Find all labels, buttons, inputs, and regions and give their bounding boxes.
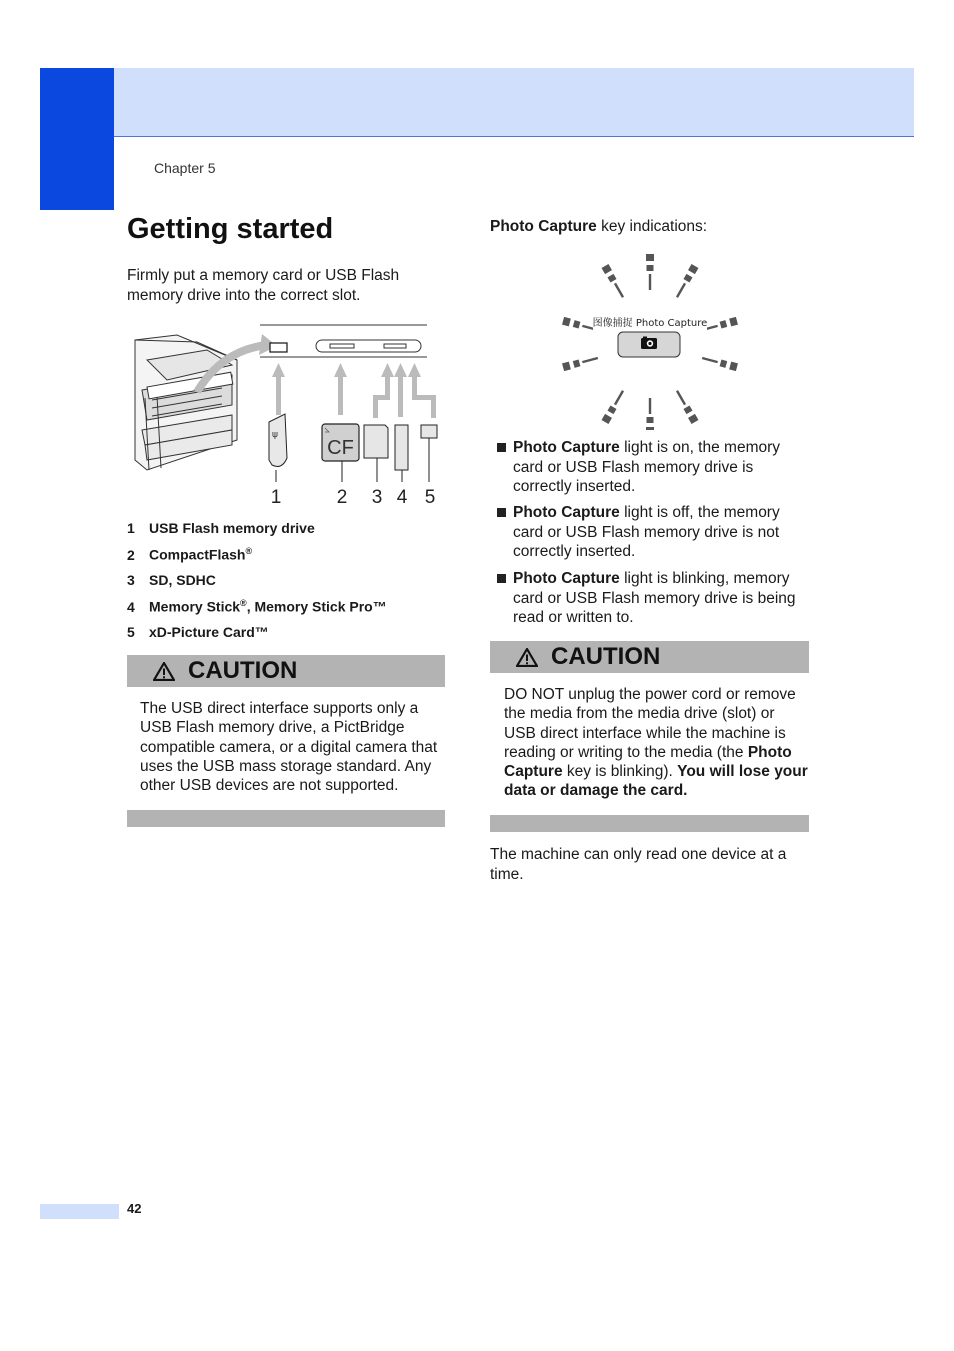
legend-item-4: 4 Memory Stick®, Memory Stick Pro™ [127,598,387,615]
warning-icon [153,662,175,681]
callout-5: 5 [424,487,436,508]
warning-icon [516,648,538,667]
callout-4: 4 [396,487,408,508]
chapter-tab [40,68,114,210]
xd-picture-card [421,425,437,438]
chapter-label: Chapter 5 [154,160,216,176]
bullet-light-blinking: Photo Capture light is blinking, memory card or USB Flash memory drive is being read or written to. [497,569,807,628]
legend-item-3: 3 SD, SDHC [127,572,216,588]
sd-card [364,425,388,458]
usb-slot [270,343,287,352]
key-caption: 图像捕捉 Photo Capture [592,318,708,329]
legend-item-1: 1 USB Flash memory drive [127,520,315,536]
caution-heading: CAUTION [551,643,661,670]
bullet-light-on: Photo Capture light is on, the memory card or USB Flash memory drive is correctly inserted. [497,438,807,497]
caution-footer-left [127,810,445,827]
caution-footer-right [490,815,809,832]
page-number-bar [40,1204,119,1219]
legend-item-5: 5 xD-Picture Card™ [127,624,269,640]
closing-text: The machine can only read one device at a time. [490,846,787,883]
card-slot-panel [316,340,421,352]
legend-item-2: 2 CompactFlash® [127,546,253,563]
header-band [114,68,914,137]
callout-2: 2 [336,487,348,508]
svg-text:ψ: ψ [272,430,278,440]
bullet-light-off: Photo Capture light is off, the memory card or USB Flash memory drive is not correctly inserted. [497,503,807,562]
callout-3: 3 [371,487,383,508]
camera-icon [641,337,657,350]
caution-header-left [127,655,445,687]
photo-capture-label: Photo Capture key indications: [490,218,708,235]
callout-1: 1 [270,487,282,508]
caution-text-right: DO NOT unplug the power cord or remove the media from the media drive (slot) or USB direct interface while the machine is reading or writing to the media (the Photo Capture key is blinking). You will lose your data or damage the card. [504,686,808,800]
caution-text-left: The USB direct interface supports only a USB Flash memory drive, a PictBridge compatible camera, or a digital camera that uses the USB mass storage standard. Any other USB devices are not supported. [140,700,438,795]
photo-capture-key-figure [555,250,745,430]
page-number: 42 [127,1201,142,1216]
caution-header-right [490,641,809,673]
caution-heading: CAUTION [188,657,298,684]
intro-text: Firmly put a memory card or USB Flash memory drive into the correct slot. [127,267,400,304]
printer-illustration [135,335,237,470]
usb-flash-drive [269,414,287,466]
compactflash-card [322,424,359,461]
media-slots-figure [127,320,447,515]
section-title: Getting started [127,213,334,245]
cf-card-label: CF [327,437,354,459]
memory-stick [395,425,408,470]
